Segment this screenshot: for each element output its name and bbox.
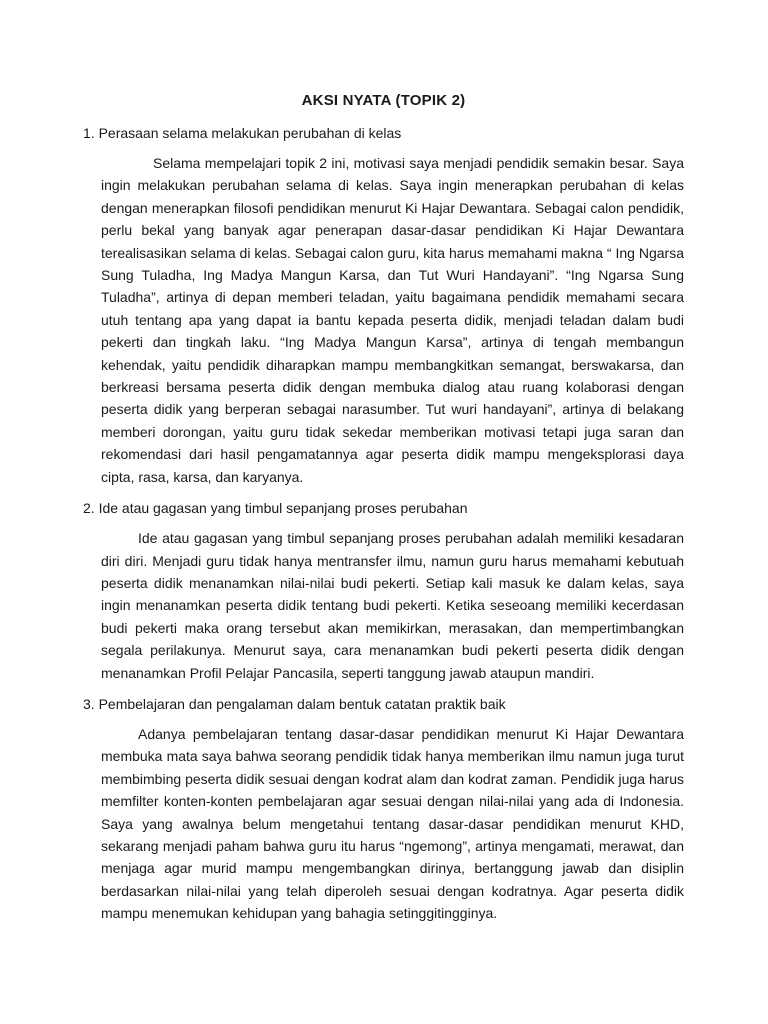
document-title: AKSI NYATA (TOPIK 2): [301, 92, 466, 109]
section-paragraph: Ide atau gagasan yang timbul sepanjang proses perubahan adalah memiliki kesadaran diri diri. Menjadi guru tidak hanya mentransfer ilmu, namun guru harus memahami kebutuah peserta didik menanamkan nilai-nilai budi pekerti. Setiap kali masuk ke dalam kelas, saya ingin menanamkan peserta didik tentang budi pekerti. Ketika seseoang memiliki kecerdasan budi pekerti maka orang tersebut akan memikirkan, merasakan, dan mempertimbangkan segala perilakunya. Menurut saya, cara menanamkan budi pekerti peserta didik dengan menanamkan Profil Pelajar Pancasila, seperti tanggung jawab ataupun mandiri.: [101, 530, 684, 681]
section-heading: 3. Pembelajaran dan pengalaman dalam bentuk catatan praktik baik: [83, 695, 506, 712]
section-paragraph: Adanya pembelajaran tentang dasar-dasar pendidikan menurut Ki Hajar Dewantara membuka mata saya bahwa seorang pendidik tidak hanya memberikan ilmu namun juga turut membimbing peserta didik sesuai dengan kodrat alam dan kodrat zaman. Pendidik juga harus memfilter konten-konten pembelajaran agar sesuai dengan nilai-nilai yang ada di Indonesia. Saya yang awalnya belum mengetahui tentang dasar-dasar pendidikan menurut KHD, sekarang menjadi paham bahwa guru itu harus “ngemong”, artinya mengamati, merawat, dan menjaga agar murid mampu mengembangkan dirinya, bertanggung jawab dan disiplin berdasarkan nilai-nilai yang telah diperoleh sesuai dengan kodratnya. Agar peserta didik mampu menemukan kehidupan yang bahagia setinggitingginya.: [101, 725, 684, 922]
section-heading: 2. Ide atau gagasan yang timbul sepanjang proses perubahan: [83, 500, 468, 517]
section-2: [83, 498, 684, 684]
section-paragraph: Selama mempelajari topik 2 ini, motivasi saya menjadi pendidik semakin besar. Saya ingin melakukan perubahan selama di kelas. Saya ingin menerapkan perubahan di kelas dengan menerapkan filosofi pendidikan menurut Ki Hajar Dewantara. Sebagai calon pendidik, perlu bekal yang banyak agar penerapan dasar-dasar pendidikan Ki Hajar Dewantara terealisasikan selama di kelas. Sebagai calon guru, kita harus memahami makna “ Ing Ngarsa Sung Tuladha, Ing Madya Mangun Karsa, dan Tut Wuri Handayani”. “Ing Ngarsa Sung Tuladha”, artinya di depan memberi teladan, yaitu bagaimana pendidik memahami secara utuh tentang apa yang dapat ia bantu kepada peserta didik, menjadi teladan dalam budi pekerti dan tingkah laku. “Ing Madya Mangun Karsa”, artinya di tengah membangun kehendak, yaitu pendidik diharapkan mampu membangkitkan semangat, berswakarsa, dan berkreasi bersama peserta didik dengan membuka dialog atau ruang kolaborasi dengan peserta didik yang berperan sebagai narasumber. Tut wuri handayani”, artinya di belakang memberi dorongan, yaitu guru tidak sekedar memberikan motivasi tetapi juga saran dan rekomendasi dari hasil pengamatannya agar peserta didik mampu mengeksplorasi daya cipta, rasa, karsa, dan karyanya.: [101, 155, 684, 485]
section-3: [83, 694, 684, 925]
section-1: [83, 123, 684, 488]
section-heading: 1. Perasaan selama melakukan perubahan di kelas: [83, 125, 402, 141]
